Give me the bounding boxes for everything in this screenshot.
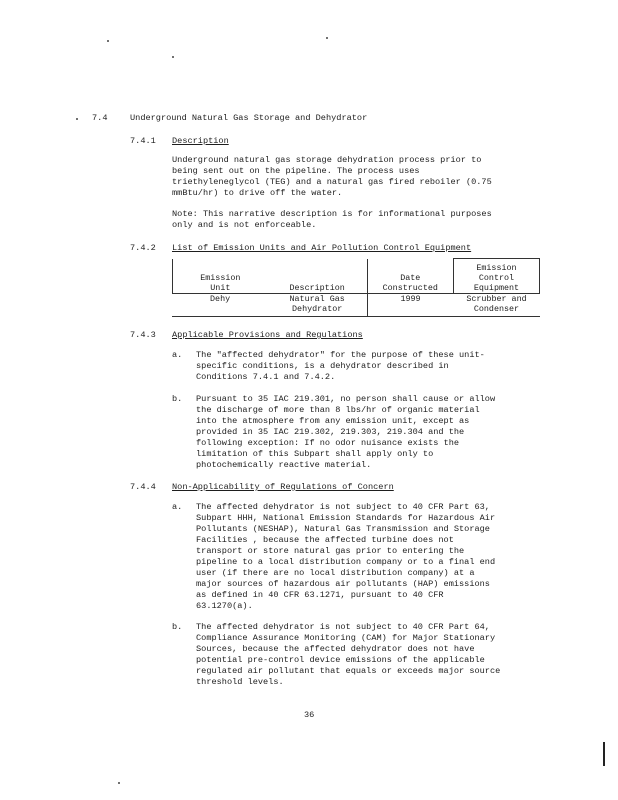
- table-row: [173, 294, 540, 317]
- table-header-row: [173, 259, 540, 294]
- scan-speck: [107, 40, 109, 42]
- description-text: Underground natural gas storage dehydration process prior to being sent out on the pipeline. The process uses triethyleneglycol (TEG) and a natural gas fired reboiler (0.75 mmBtu/hr) to drive off the water.: [172, 155, 492, 198]
- non-applicability-item-text: The affected dehydrator is not subject to 40 CFR Part 64, Compliance Assurance Monitoring (CAM) for Major Stationary Sources, because the affected dehydrator does not have potential pre-control device emissions of the applicable regulated air pollutant that equals or exceeds major source threshold levels.: [196, 622, 501, 687]
- scan-speck: [118, 782, 120, 784]
- applicable-item-label: b.: [172, 394, 183, 404]
- description-number: 7.4.1: [130, 136, 156, 146]
- table-bottom-rule: [172, 316, 540, 317]
- emission-units-heading: List of Emission Units and Air Pollution Control Equipment: [172, 243, 472, 253]
- section-number: 7.4: [92, 113, 108, 123]
- cell-date-constructed: 1999: [367, 294, 453, 317]
- scan-speck: [172, 56, 174, 58]
- applicable-item-text: The "affected dehydrator" for the purpose of these unit- specific conditions, is a dehydrator described in Conditions 7.4.1 and 7.4.2.: [196, 350, 485, 382]
- non-applicability-heading: Non-Applicability of Regulations of Concern: [172, 482, 394, 492]
- emission-units-number: 7.4.2: [130, 243, 156, 253]
- scan-speck: [326, 37, 328, 39]
- column-header-description: Description: [268, 259, 367, 294]
- cell-control-equipment: Scrubber and Condenser: [466, 294, 527, 314]
- non-applicability-item-label: b.: [172, 622, 183, 632]
- applicable-item-label: a.: [172, 350, 183, 360]
- applicable-number: 7.4.3: [130, 330, 156, 340]
- cell-description: Natural Gas Dehydrator: [289, 294, 345, 314]
- applicable-item-text: Pursuant to 35 IAC 219.301, no person shall cause or allow the discharge of more than 8 lbs/hr of organic material into the atmosphere from any emission unit, except as provided in 35 IAC 219.302, 219.303, 219.304 and the following exception: If no odor nuisance exists the limitation of this Subpart shall apply only to photochemically reactive material.: [196, 394, 496, 470]
- column-header-emission-unit: Emission Unit: [173, 259, 268, 294]
- non-applicability-number: 7.4.4: [130, 482, 156, 492]
- scan-speck: [76, 118, 78, 120]
- description-heading: Description: [172, 136, 229, 146]
- cell-emission-unit: Dehy: [210, 294, 231, 304]
- page-number: 36: [304, 710, 315, 720]
- section-title: Underground Natural Gas Storage and Dehydrator: [130, 113, 368, 123]
- margin-change-bar: [603, 742, 605, 766]
- column-header-date-constructed: Date Constructed: [367, 259, 453, 294]
- description-note: Note: This narrative description is for informational purposes only and is not enforceable.: [172, 209, 492, 230]
- non-applicability-item-label: a.: [172, 502, 183, 512]
- non-applicability-item-text: The affected dehydrator is not subject to 40 CFR Part 63, Subpart HHH, National Emission Standards for Hazardous Air Pollutants (NESHAP), Natural Gas Transmission and Storage Facilities , because the affected turbine does not transport or store natural gas prior to entering the pipeline to a local distribution company or to a final end user (if there are no local distribution company) at a major sources of hazardous air pollutants (HAP) emissions as defined in 40 CFR 63.1271, pursuant to 40 CFR 63.1270(a).: [196, 502, 496, 611]
- applicable-heading: Applicable Provisions and Regulations: [172, 330, 363, 340]
- column-header-control-equipment: Emission Control Equipment: [453, 259, 539, 294]
- emission-units-table: [172, 258, 540, 316]
